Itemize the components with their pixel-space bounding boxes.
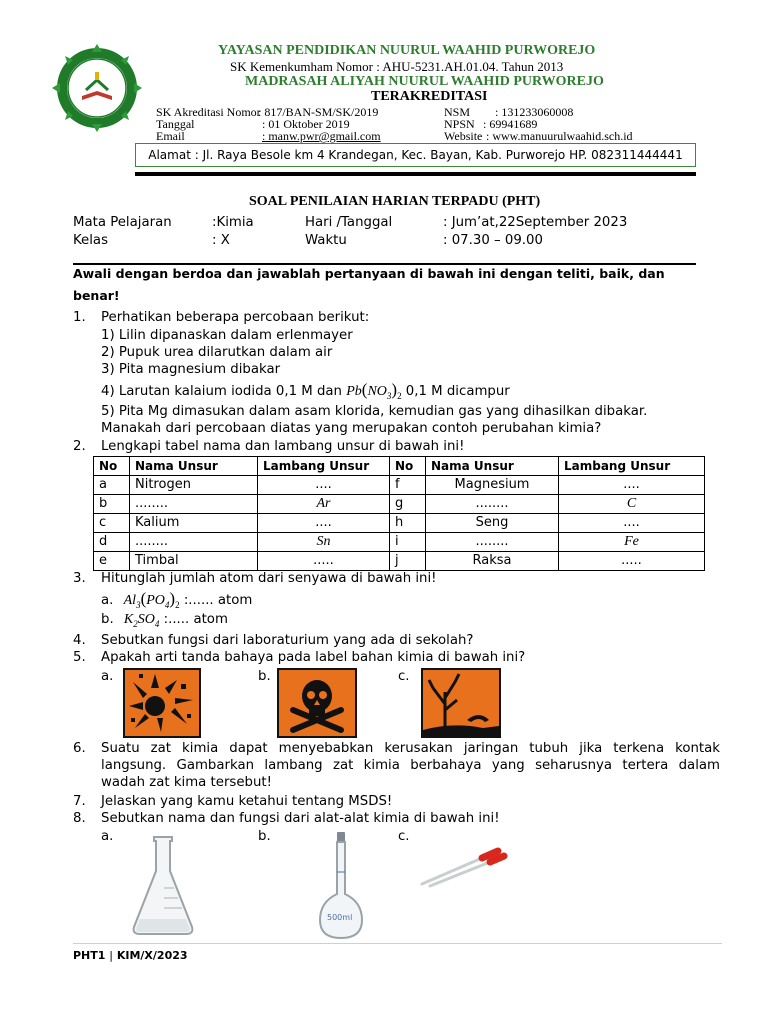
- day-key: Hari /Tanggal: [305, 215, 393, 230]
- q1-item-4-start: 4) Larutan kalaium iodida 0,1 M dan: [101, 384, 342, 399]
- q3-a-suffix: :...... atom: [183, 593, 253, 608]
- table-row: [94, 533, 705, 552]
- cell: Nitrogen: [130, 476, 258, 495]
- cell: Seng: [426, 514, 559, 533]
- q3-b-label: b.: [101, 612, 114, 627]
- q8-text: Sebutkan nama dan fungsi dari alat-alat kimia di bawah ini!: [101, 811, 500, 826]
- time-value: : 07.30 – 09.00: [443, 233, 543, 248]
- time-key: Waktu: [305, 233, 347, 248]
- q4-number: 4.: [73, 633, 86, 648]
- cell: a: [94, 476, 130, 495]
- q1-item-1: 1) Lilin dipanaskan dalam erlenmayer: [101, 328, 353, 343]
- q1-item-5: 5) Pita Mg dimasukan dalam asam klorida, kemudian gas yang dihasilkan dibakar.: [101, 404, 648, 419]
- q1-item-4: [101, 381, 510, 405]
- q1-item-2: 2) Pupuk urea dilarutkan dalam air: [101, 345, 333, 360]
- school-logo: [52, 44, 142, 132]
- instruction-line2: benar!: [73, 288, 120, 303]
- environment-hazard-icon: [421, 668, 501, 738]
- dropper-pipette-icon: [418, 846, 508, 888]
- q6-number: 6.: [73, 741, 86, 756]
- cell: ........: [130, 533, 258, 552]
- q1-question: Manakah dari percobaan diatas yang merupakan contoh perubahan kimia?: [101, 421, 602, 436]
- footer: [73, 949, 188, 962]
- formula-k2so4: $K_2SO_4$: [123, 612, 160, 629]
- q2-text: Lengkapi tabel nama dan lambang unsur di bawah ini!: [101, 439, 465, 454]
- website-value[interactable]: : www.manuurulwaahid.sch.id: [486, 129, 633, 143]
- info-k2: Tanggal: [156, 117, 195, 131]
- cell: ........: [426, 495, 559, 514]
- school-name: MADRASAH ALIYAH NUURUL WAAHID PURWOREJO: [245, 74, 604, 89]
- col-name: Nama Unsur: [130, 457, 258, 476]
- address-box: Alamat : Jl. Raya Besole km 4 Krandegan, Kec. Bayan, Kab. Purworejo HP. 082311444441: [135, 143, 696, 167]
- table-header-row: [94, 457, 705, 476]
- table-row: [94, 476, 705, 495]
- toxic-hazard-icon: [277, 668, 357, 738]
- q8-label-a: a.: [101, 829, 114, 844]
- cell: ....: [559, 514, 705, 533]
- q4-text: Sebutkan fungsi dari laboraturium yang ada di sekolah?: [101, 633, 474, 648]
- cell: Magnesium: [426, 476, 559, 495]
- q5-label-a: a.: [101, 669, 114, 684]
- meta-divider: [73, 263, 696, 265]
- info-v1: : 817/BAN-SM/SK/2019: [258, 105, 379, 119]
- footer-code: PHT1: [73, 949, 106, 962]
- footer-ref: KIM/X/2023: [116, 949, 188, 962]
- q8-number: 8.: [73, 811, 86, 826]
- q7-number: 7.: [73, 794, 86, 809]
- q6-line1: Suatu zat kimia dapat menyebabkan kerusakan jaringan tubuh jika terkena kontak: [101, 741, 720, 756]
- element-table: [93, 456, 705, 571]
- q5-number: 5.: [73, 650, 86, 665]
- info-v2: : 01 Oktober 2019: [262, 117, 350, 131]
- col-name-2: Nama Unsur: [426, 457, 559, 476]
- q2-number: 2.: [73, 439, 86, 454]
- cell: Ar: [258, 495, 390, 514]
- q3-text: Hitunglah jumlah atom dari senyawa di bawah ini!: [101, 571, 437, 586]
- cell: e: [94, 552, 130, 571]
- cell: .....: [258, 552, 390, 571]
- q1-item-3: 3) Pita magnesium dibakar: [101, 362, 281, 377]
- cell: i: [390, 533, 426, 552]
- q3-number: 3.: [73, 571, 86, 586]
- q7-text: Jelaskan yang kamu ketahui tentang MSDS!: [101, 794, 393, 809]
- q3-a-label: a.: [101, 593, 114, 608]
- q5-text: Apakah arti tanda bahaya pada label bahan kimia di bawah ini?: [101, 650, 526, 665]
- npsn-value: : 69941689: [483, 117, 538, 131]
- info-k3: Email: [156, 129, 185, 143]
- cell: d: [94, 533, 130, 552]
- footer-divider: [73, 943, 722, 944]
- cell: g: [390, 495, 426, 514]
- cell: h: [390, 514, 426, 533]
- footer-separator: |: [109, 949, 113, 962]
- cell: C: [559, 495, 705, 514]
- cell: j: [390, 552, 426, 571]
- volumetric-flask-icon: [318, 832, 364, 942]
- nsm-key: NSM: [444, 105, 471, 119]
- cell: Sn: [258, 533, 390, 552]
- explosive-hazard-icon: [123, 668, 201, 738]
- q1-item-4-end: 0,1 M dicampur: [405, 384, 510, 399]
- erlenmeyer-flask-icon: [128, 833, 198, 938]
- cell: ........: [426, 533, 559, 552]
- q8-label-c: c.: [398, 829, 410, 844]
- col-no: No: [94, 457, 130, 476]
- class-value: : X: [212, 233, 230, 248]
- header-divider: [135, 172, 696, 176]
- cell: Fe: [559, 533, 705, 552]
- col-symbol: Lambang Unsur: [258, 457, 390, 476]
- subject-key: Mata Pelajaran: [73, 215, 172, 230]
- cell: ....: [258, 476, 390, 495]
- cell: Timbal: [130, 552, 258, 571]
- table-row: [94, 514, 705, 533]
- q8-label-b: b.: [258, 829, 271, 844]
- cell: f: [390, 476, 426, 495]
- col-symbol-2: Lambang Unsur: [559, 457, 705, 476]
- cell: .....: [559, 552, 705, 571]
- q6-line3: wadah zat kima tersebut!: [101, 775, 272, 790]
- foundation-name: YAYASAN PENDIDIKAN NUURUL WAAHID PURWOREJO: [218, 43, 596, 58]
- q3-b: [101, 611, 228, 633]
- q1-number: 1.: [73, 310, 86, 325]
- q5-label-b: b.: [258, 669, 271, 684]
- flask-volume-label: 500ml: [327, 913, 353, 922]
- cell: ........: [130, 495, 258, 514]
- q3-b-suffix: :..... atom: [163, 612, 228, 627]
- info-k1: SK Akreditasi Nomor: [156, 105, 261, 119]
- class-key: Kelas: [73, 233, 109, 248]
- q6-line2: langsung. Gambarkan lambang zat kimia berbahaya yang seharusnya tertera dalam: [101, 758, 720, 773]
- email-value[interactable]: : manw.pwr@gmail.com: [262, 129, 381, 143]
- cell: Raksa: [426, 552, 559, 571]
- instruction-line1: Awali dengan berdoa dan jawablah pertanyaan di bawah ini dengan teliti, baik, dan: [73, 266, 665, 281]
- formula-pb-no3-2: $Pb(NO_3)_2$: [346, 380, 402, 401]
- cell: ....: [258, 514, 390, 533]
- sk-number: SK Kemenkumham Nomor : AHU-5231.AH.01.04. Tahun 2013: [230, 59, 564, 74]
- col-no-2: No: [390, 457, 426, 476]
- q5-label-c: c.: [398, 669, 410, 684]
- nsm-value: : 131233060008: [495, 105, 574, 119]
- subject-value: :Kimia: [212, 215, 254, 230]
- npsn-key: NPSN: [444, 117, 475, 131]
- cell: ....: [559, 476, 705, 495]
- website-key: Website: [444, 129, 483, 143]
- table-row: [94, 552, 705, 571]
- cell: Kalium: [130, 514, 258, 533]
- q1-text: Perhatikan beberapa percobaan berikut:: [101, 310, 370, 325]
- formula-al3-po4-2: $Al_3(PO_4)_2$: [123, 589, 180, 610]
- table-row: [94, 495, 705, 514]
- cell: c: [94, 514, 130, 533]
- day-value: : Jum’at,22September 2023: [443, 215, 628, 230]
- accreditation-status: TERAKREDITASI: [371, 89, 488, 104]
- cell: b: [94, 495, 130, 514]
- exam-title: SOAL PENILAIAN HARIAN TERPADU (PHT): [249, 194, 541, 209]
